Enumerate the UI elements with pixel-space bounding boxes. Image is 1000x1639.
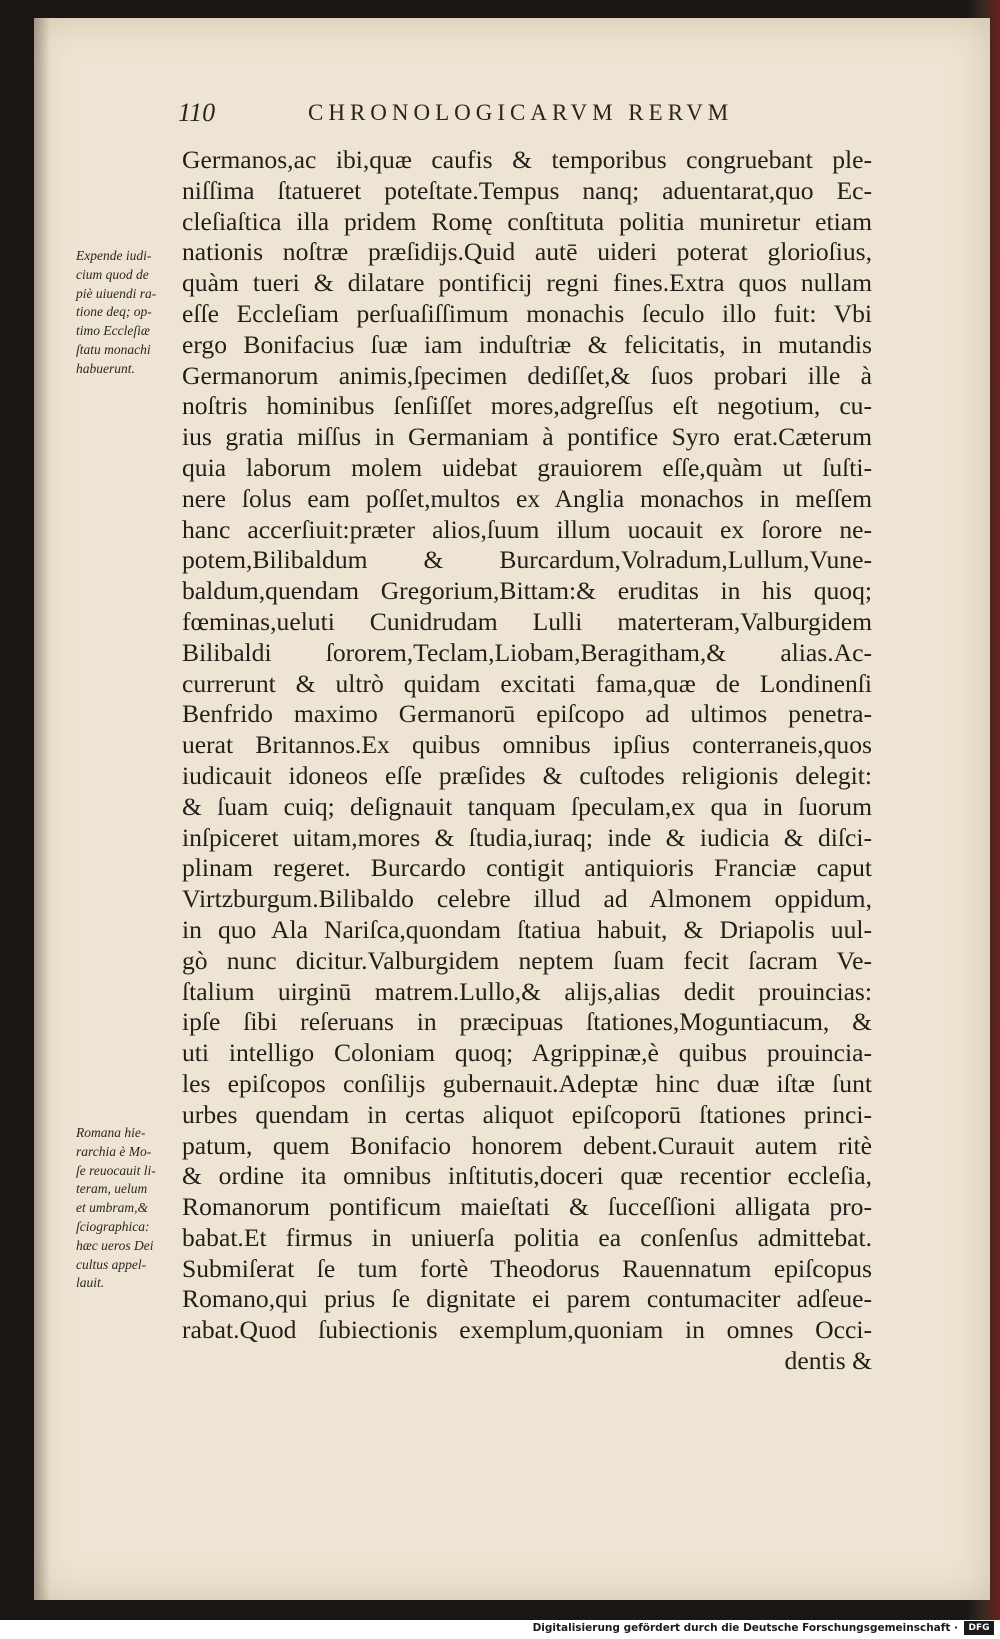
text-line: les epiſcopos conſilijs gubernauit.Adeptæ hinc duæ iſtæ ſunt xyxy=(182,1068,872,1098)
note-line: ſtatu monachi xyxy=(76,341,151,357)
text-line: fœminas,ueluti Cunidrudam Lulli materteram,Valburgidem xyxy=(182,606,872,636)
page-number: 110 xyxy=(178,98,216,127)
text-line: hanc accerſiuit:præter alios,ſuum illum uocauit ex ſorore ne- xyxy=(182,514,872,544)
note-line: tione deq; op- xyxy=(76,304,152,320)
text-line: noſtris hominibus ſenſiſſet mores,adgreſſus eſt negotium, cu- xyxy=(182,391,872,421)
text-line: eſſe Eccleſiam perſuaſiſſimum monachis ſeculo illo fuit: Vbi xyxy=(182,298,872,328)
text-line: baldum,quendam Gregorium,Bittam:& eruditas in his quoq; xyxy=(182,576,872,606)
note-line: habuerunt. xyxy=(76,360,135,376)
margin-note-hierarchy xyxy=(76,1124,188,1293)
text-line: quia laborum molem uidebat grauiorem eſſe,quàm ut ſuſti- xyxy=(182,452,872,482)
text-line: ſtalium uirginū matrem.Lullo,& alijs,alias dedit prouincias: xyxy=(182,976,872,1006)
text-line: & ordine ita omnibus inſtitutis,doceri quæ recentior eccleſia, xyxy=(182,1161,872,1191)
note-line: cultus appel- xyxy=(76,1256,147,1272)
gutter-shadow xyxy=(34,18,50,1600)
text-line: urbes quendam in certas aliquot epiſcoporū ſtationes princi- xyxy=(182,1099,872,1129)
margin-note-judgment xyxy=(76,247,188,379)
note-line: piè uiuendi ra- xyxy=(76,285,157,301)
dfg-logo: DFG xyxy=(964,1621,994,1635)
note-line: Expende iudi- xyxy=(76,248,152,263)
note-line: hæc ueros Dei xyxy=(76,1237,154,1253)
note-line: et umbram,& xyxy=(76,1200,148,1216)
text-line: Bilibaldi ſororem,Teclam,Liobam,Beragitham,& alias.Ac- xyxy=(182,637,872,667)
text-line: Virtzburgum.Bilibaldo celebre illud ad Almonem oppidum, xyxy=(182,884,872,914)
text-line: potem,Bilibaldum & Burcardum,Volradum,Lullum,Vune- xyxy=(182,545,872,575)
note-line: timo Eccleſiæ xyxy=(76,323,150,339)
text-line: Submiſerat ſe tum fortè Theodorus Rauennatum epiſcopus xyxy=(182,1253,872,1283)
note-line: ſe reuocauit li- xyxy=(76,1162,156,1178)
text-line: nere ſolus eam poſſet,multos ex Anglia monachos in meſſem xyxy=(182,483,872,513)
note-line: cium quod de xyxy=(76,266,149,282)
text-line: quàm tueri & dilatare pontificij regni fines.Extra quos nullam xyxy=(182,268,872,298)
text-line: inſpiceret uitam,mores & ſtudia,iuraq; inde & iudicia & diſci- xyxy=(182,822,872,852)
text-line: & ſuam cuiq; deſignauit tanquam ſpeculam,ex qua in ſuorum xyxy=(182,791,872,821)
text-line: Romano,qui prius ſe dignitate ei parem contumaciter adſeue- xyxy=(182,1284,872,1314)
note-line: teram, uelum xyxy=(76,1181,148,1197)
text-line: Romanorum pontificum maieſtati & ſucceſſioni alligata pro- xyxy=(182,1192,872,1222)
note-line: ſciographica: xyxy=(76,1218,150,1234)
text-line: Benfrido maximo Germanorū epiſcopo ad ultimos penetra- xyxy=(182,699,872,729)
footer-bar xyxy=(0,1620,1000,1639)
text-line: babat.Et firmus in uniuerſa politia ea conſenſus admittebat. xyxy=(182,1222,872,1252)
text-line: patum, quem Bonifacio honorem debent.Curauit autem ritè xyxy=(182,1130,872,1160)
page-header xyxy=(178,98,818,138)
text-line: dentis & xyxy=(784,1346,872,1376)
text-line: currerunt & ultrò quidam excitati fama,quæ de Londinenſi xyxy=(182,668,872,698)
text-line: uerat Britannos.Ex quibus omnibus ipſius conterraneis,quos xyxy=(182,730,872,760)
text-line: rabat.Quod ſubiectionis exemplum,quoniam in omnes Occi- xyxy=(182,1315,872,1345)
text-line: cleſiaſtica illa pridem Romę conſtituta politia muniretur etiam xyxy=(182,206,872,236)
text-line: uti intelligo Coloniam quoq; Agrippinæ,è quibus prouincia- xyxy=(182,1038,872,1068)
note-line: Romana hie- xyxy=(76,1125,146,1140)
funding-credit: Digitalisierung gefördert durch die Deutsche Forschungsgemeinschaft · xyxy=(532,1622,958,1634)
text-line: Germanos,ac ibi,quæ caufis & temporibus congruebant ple- xyxy=(182,145,872,174)
text-line: ius gratia miſſus in Germaniam à pontifice Syro erat.Cæterum xyxy=(182,422,872,452)
note-line: rarchia è Mo- xyxy=(76,1143,152,1159)
text-line: plinam regeret. Burcardo contigit antiquioris Franciæ caput xyxy=(182,853,872,883)
text-line: gò nunc dicitur.Valburgidem neptem ſuam fecit ſacram Ve- xyxy=(182,945,872,975)
text-line: nationis noſtræ præſidijs.Quid autē uideri poterat glorioſius, xyxy=(182,237,872,267)
note-line: lauit. xyxy=(76,1275,105,1291)
text-line: Germanorum animis,ſpecimen dediſſet,& ſuos probari ille à xyxy=(182,360,872,390)
text-line: ergo Bonifacius ſuæ iam induſtriæ & felicitatis, in mutandis xyxy=(182,329,872,359)
text-line: ipſe ſibi reſeruans in præcipuas ſtationes,Moguntiacum, & xyxy=(182,1007,872,1037)
text-line: iudicauit idoneos eſſe præſides & cuſtodes religionis delegit: xyxy=(182,760,872,790)
text-line: niſſima ſtatueret poteſtate.Tempus nanq; aduentarat,quo Ec- xyxy=(182,175,872,205)
text-line: in quo Ala Nariſca,quondam ſtatiua habuit, & Driapolis uul- xyxy=(182,914,872,944)
running-title: CHRONOLOGICARVM RERVM xyxy=(308,100,734,125)
main-text-block xyxy=(182,145,872,1377)
